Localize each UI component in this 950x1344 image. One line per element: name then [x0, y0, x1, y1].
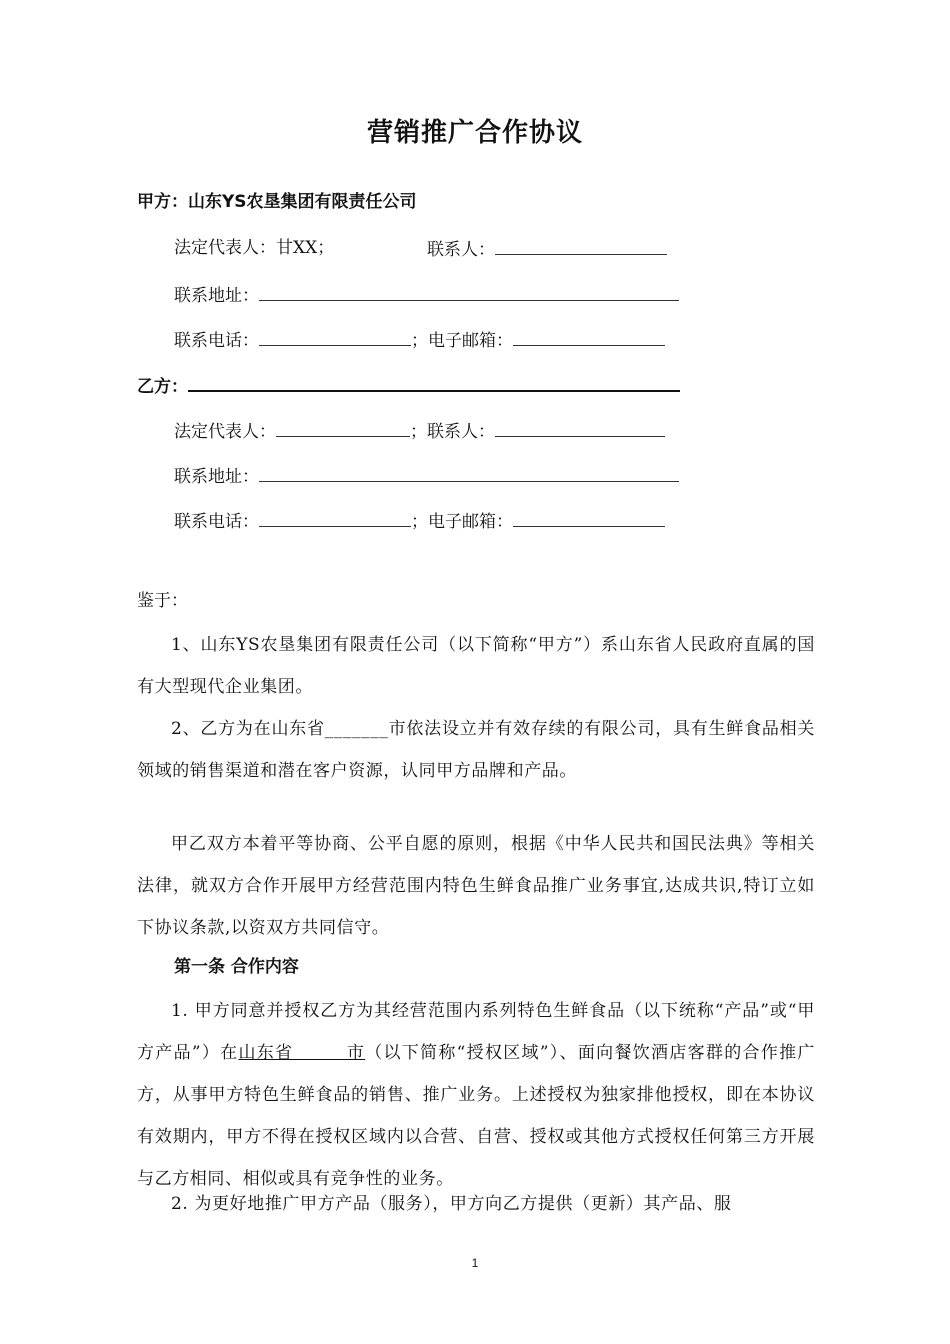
party-b-rep-blank	[276, 418, 410, 437]
party-b-phone-row	[174, 508, 665, 534]
party-b-contact-label: ；联系人：	[410, 422, 495, 442]
whereas-label: 鉴于：	[137, 591, 188, 611]
party-a-email-blank	[513, 327, 665, 346]
whereas-item-2	[137, 708, 815, 792]
party-b-contact-blank	[495, 418, 665, 437]
document-title: 营销推广合作协议	[366, 118, 583, 148]
party-a-contact-blank	[495, 236, 667, 255]
party-a-rep-row	[174, 236, 334, 260]
party-a-email-label: ；电子邮箱：	[411, 331, 513, 351]
party-b-phone-label: 联系电话：	[174, 512, 259, 532]
clause-1-b: （以下简称“授权区域”）、面向餐饮酒店客群的合作推广方，从事甲方特色生鲜食品的销售、推广业务。上述授权为独家排他授权，即在本协议有效期内，甲方不得在授权区域内以合营、自营、授权或其他方式授权任何第三方开展与乙方相同、相似或具有竞争性的业务。	[137, 1043, 815, 1189]
party-a-rep-label: 法定代表人：甘XX；	[174, 238, 335, 258]
party-a-address-row	[174, 282, 679, 308]
party-b-rep-row	[174, 418, 665, 444]
party-b-phone-blank	[259, 508, 411, 527]
whereas-item-1: 1、山东YS农垦集团有限责任公司（以下简称“甲方”）系山东省人民政府直属的国有大型现代企业集团。	[137, 635, 815, 697]
party-a-contact-label: 联系人：	[427, 240, 495, 260]
party-b-heading-row	[137, 372, 680, 399]
whereas-item-2-blank: _______	[324, 719, 389, 739]
party-b-address-row	[174, 463, 679, 489]
whereas-item-2-a: 2、乙方为在山东省	[171, 719, 325, 739]
page-number: 1	[471, 1256, 479, 1270]
party-a-address-label: 联系地址：	[174, 286, 259, 306]
party-a-phone-row	[174, 327, 665, 353]
party-a-contact-row	[427, 236, 667, 262]
party-b-rep-label: 法定代表人：	[174, 422, 276, 442]
article-1-heading: 第一条 合作内容	[174, 957, 299, 977]
party-b-address-blank	[259, 463, 679, 482]
clause-1-region: 山东省 市	[238, 1043, 366, 1063]
party-b-address-label: 联系地址：	[174, 467, 259, 487]
party-a-address-blank	[259, 282, 679, 301]
article-1-clause-2: 2. 为更好地推广甲方产品（服务），甲方向乙方提供（更新）其产品、服	[171, 1194, 732, 1214]
clause-1-a: 1. 甲方同意并授权乙方为其经营范围内系列特色生鲜食品（以下统称“产品”或“甲方产品”）在	[137, 1001, 815, 1063]
party-b-email-label: ；电子邮箱：	[411, 512, 513, 532]
party-a-heading: 甲方：山东YS农垦集团有限责任公司	[137, 192, 417, 212]
party-b-name-blank	[188, 372, 680, 392]
party-a-phone-blank	[259, 327, 411, 346]
article-1-clause-1	[137, 990, 815, 1200]
party-b-email-blank	[513, 508, 665, 527]
party-a-phone-label: 联系电话：	[174, 331, 259, 351]
whereas-item-2-b: 市依法设立并有效存续的有限公司，具有生鲜食品相关领域的销售渠道和潜在客户资源，认同甲方品牌和产品。	[137, 719, 815, 781]
party-b-heading: 乙方：	[137, 377, 188, 397]
intro-paragraph: 甲乙双方本着平等协商、公平自愿的原则，根据《中华人民共和国民法典》等相关法律，就双方合作开展甲方经营范围内特色生鲜食品推广业务事宜,达成共识,特订立如下协议条款,以资双方共同信守。	[137, 834, 815, 938]
